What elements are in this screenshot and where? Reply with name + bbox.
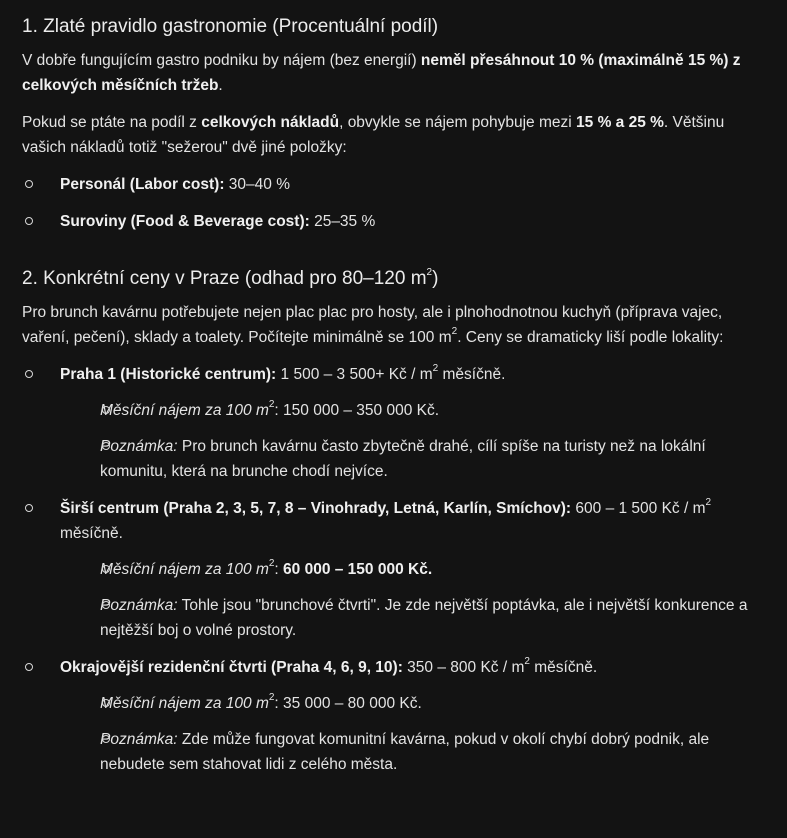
note-label: Poznámka:: [100, 438, 178, 455]
rent-value: 150 000 – 350 000 Kč.: [278, 402, 440, 419]
sub-item-note: [60, 727, 767, 777]
text: Pro brunch kavárnu potřebujete nejen plac plac pro hosty, ale i plnohodnotnou kuchyň (příprava vajec, vaření, pečení), sklady a toalety. Počítejte minimálně se 100 m: [22, 304, 723, 346]
text: :: [274, 695, 279, 712]
superscript: 2: [426, 266, 433, 278]
text: měsíčně.: [438, 366, 506, 383]
sub-item-note: [60, 593, 767, 643]
text: .: [218, 77, 223, 94]
section1-paragraph1: [22, 48, 767, 98]
area-sublist: [60, 398, 767, 484]
sub-item-rent: [60, 557, 767, 582]
superscript: 2: [268, 557, 275, 569]
area-line: [60, 655, 767, 680]
bold-text: 15 % a 25 %: [576, 114, 664, 131]
area-item: [22, 655, 767, 777]
text: měsíčně.: [60, 525, 123, 542]
text: :: [274, 402, 279, 419]
text: V dobře fungujícím gastro podniku by nájem (bez energií): [22, 52, 421, 69]
note-text: Tohle jsou "brunchové čtvrti". Je zde největší poptávka, ale i největší konkurence a nejtěžší boj o volné prostory.: [100, 597, 748, 639]
cost-list: [22, 172, 767, 234]
superscript: 2: [705, 496, 712, 508]
area-label: Širší centrum (Praha 2, 3, 5, 7, 8 – Vinohrady, Letná, Karlín, Smíchov):: [60, 500, 572, 517]
area-price: 1 500 – 3 500+ Kč / m: [276, 366, 433, 383]
list-item: [22, 209, 767, 234]
bold-text: celkových nákladů: [201, 114, 340, 131]
text: 2. Konkrétní ceny v Praze (odhad pro 80–120 m: [22, 268, 427, 289]
sub-item-rent: [60, 691, 767, 716]
text: :: [274, 561, 279, 578]
note-label: Poznámka:: [100, 597, 178, 614]
bold-text: neměl přesáhnout 10 % (maximálně 15 %) z celkových měsíčních tržeb: [22, 52, 741, 94]
text: Pokud se ptáte na podíl z: [22, 114, 202, 131]
item-label: Personál (Labor cost):: [60, 176, 225, 193]
superscript: 2: [432, 362, 439, 374]
note-label: Poznámka:: [100, 731, 178, 748]
rent-label: Měsíční nájem za 100 m: [100, 695, 269, 712]
superscript: 2: [524, 655, 530, 667]
text: měsíčně.: [529, 659, 598, 676]
area-sublist: [60, 557, 767, 643]
rent-label: Měsíční nájem za 100 m: [100, 561, 269, 578]
area-sublist: [60, 691, 767, 777]
text: . Většinu vašich nákladů totiž "sežerou" dvě jiné položky:: [22, 114, 725, 156]
area-line: [60, 362, 767, 387]
section2-heading: [22, 264, 767, 294]
section2-paragraph1: [22, 300, 767, 350]
sub-item-rent: [60, 398, 767, 423]
superscript: 2: [268, 398, 275, 410]
text: , obvykle se nájem pohybuje mezi: [339, 114, 577, 131]
rent-value: 35 000 – 80 000 Kč.: [278, 695, 422, 712]
sub-item-note: [60, 434, 767, 484]
rent-label: Měsíční nájem za 100 m: [100, 402, 269, 419]
note-text: Pro brunch kavárnu často zbytečně drahé, cílí spíše na turisty než na lokální komunitu, která na brunche chodí nejvíce.: [100, 438, 706, 480]
section1-paragraph2: [22, 110, 767, 160]
text: . Ceny se dramaticky liší podle lokality:: [457, 329, 724, 346]
area-price: 600 – 1 500 Kč / m: [571, 500, 706, 517]
list-item: [22, 172, 767, 197]
section1-heading: 1. Zlaté pravidlo gastronomie (Procentuální podíl): [22, 16, 439, 37]
area-label: Okrajovější rezidenční čtvrti (Praha 4, 6, 9, 10):: [60, 659, 403, 676]
text: ): [432, 268, 439, 289]
area-item: [22, 496, 767, 643]
item-value: 25–35 %: [309, 213, 376, 230]
area-list: [22, 362, 767, 777]
rent-value: 60 000 – 150 000 Kč.: [278, 561, 433, 578]
superscript: 2: [451, 325, 458, 337]
area-line: [60, 496, 767, 546]
item-label: Suroviny (Food & Beverage cost):: [60, 213, 310, 230]
superscript: 2: [268, 691, 275, 703]
note-text: Zde může fungovat komunitní kavárna, pokud v okolí chybí dobrý podnik, ale nebudete sem stahovat lidi z celého města.: [100, 731, 710, 773]
area-price: 350 – 800 Kč / m: [402, 659, 525, 676]
area-item: [22, 362, 767, 484]
item-value: 30–40 %: [224, 176, 290, 193]
area-label: Praha 1 (Historické centrum):: [60, 366, 277, 383]
